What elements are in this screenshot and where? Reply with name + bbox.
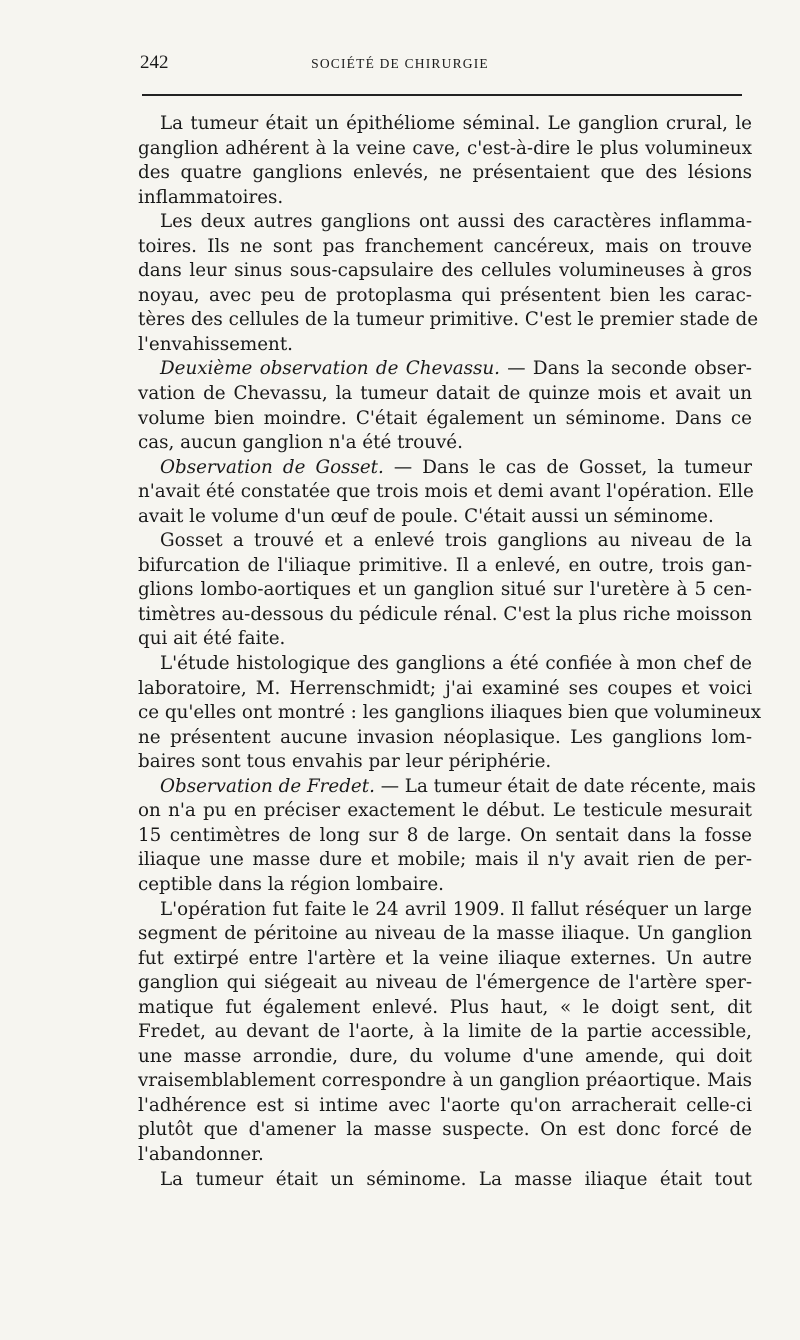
line-text: — La tumeur était de date récente, mais [374, 775, 756, 797]
line-text: ceptible dans la région lombaire. [138, 873, 444, 895]
text-line [138, 333, 752, 358]
text-line [138, 554, 752, 579]
text-line [138, 112, 752, 137]
line-text: on n'a pu en préciser exactement le début. Le testicule mesurait [138, 800, 752, 822]
line-text: vation de Chevassu, la tumeur datait de quinze mois et avait un [138, 383, 752, 405]
text-line [138, 1143, 752, 1168]
text-line [138, 529, 752, 554]
text-line [138, 186, 752, 211]
line-text: noyau, avec peu de protoplasma qui présentent bien les carac- [138, 284, 752, 306]
text-line [138, 898, 752, 923]
text-line [138, 259, 752, 284]
text-line [138, 1045, 752, 1070]
text-line [138, 922, 752, 947]
observation-heading: Observation de Gosset. [160, 456, 384, 478]
line-text: l'adhérence est si intime avec l'aorte qu'on arracherait celle-ci [138, 1094, 752, 1116]
text-line [138, 1094, 752, 1119]
text-line [138, 382, 752, 407]
line-text: ce qu'elles ont montré : les ganglions iliaques bien que volumineux [138, 702, 762, 724]
text-line [138, 701, 762, 726]
line-text: inflammatoires. [138, 186, 284, 208]
line-text: vraisemblablement correspondre à un ganglion préaortique. Mais [138, 1070, 752, 1092]
running-title: SOCIÉTÉ DE CHIRURGIE [311, 56, 489, 71]
text-line [138, 971, 752, 996]
body-text [138, 112, 762, 1192]
line-text: matique fut également enlevé. Plus haut, « le doigt sent, dit [138, 996, 752, 1018]
text-line [138, 775, 756, 800]
text-line [138, 996, 752, 1021]
line-text: laboratoire, M. Herrenschmidt; j'ai examiné ses coupes et voici [138, 677, 752, 699]
text-line [138, 1168, 752, 1193]
text-line [138, 848, 752, 873]
line-text: L'opération fut faite le 24 avril 1909. Il fallut réséquer un large [160, 898, 752, 920]
line-text: ganglion qui siégeait au niveau de l'émergence de l'artère sper- [138, 972, 752, 994]
page-number: 242 [140, 52, 169, 73]
line-text: ne présentent aucune invasion néoplasique. Les ganglions lom- [138, 726, 752, 748]
line-text: fut extirpé entre l'artère et la veine iliaque externes. Un autre [138, 947, 752, 969]
line-text: timètres au-dessous du pédicule rénal. C'est la plus riche moisson [138, 603, 752, 625]
text-line [138, 1118, 752, 1143]
line-text: volume bien moindre. C'était également un séminome. Dans ce [138, 407, 752, 429]
text-line [138, 308, 759, 333]
text-line [138, 431, 752, 456]
line-text: La tumeur était un séminome. La masse iliaque était tout [160, 1168, 752, 1190]
line-text: cas, aucun ganglion n'a été trouvé. [138, 432, 463, 454]
observation-heading: Deuxième observation de Chevassu. [160, 358, 500, 380]
line-text: glions lombo-aortiques et un ganglion situé sur l'uretère à 5 cen- [138, 579, 752, 601]
line-text: segment de péritoine au niveau de la masse iliaque. Un ganglion [138, 923, 752, 945]
text-line [138, 1020, 752, 1045]
text-line [138, 284, 752, 309]
text-line [138, 677, 752, 702]
text-line [138, 137, 752, 162]
text-line [138, 235, 752, 260]
line-text: dans leur sinus sous-capsulaire des cellules volumineuses à gros [138, 260, 752, 282]
text-line [138, 161, 752, 186]
text-line [138, 210, 752, 235]
line-text: des quatre ganglions enlevés, ne présentaient que des lésions [138, 162, 752, 184]
line-text: une masse arrondie, dure, du volume d'une amende, qui doit [138, 1045, 752, 1067]
text-line [138, 873, 752, 898]
line-text: 15 centimètres de long sur 8 de large. On sentait dans la fosse [138, 824, 752, 846]
text-line [138, 947, 752, 972]
text-line [138, 750, 752, 775]
line-text: Gosset a trouvé et a enlevé trois ganglions au niveau de la [160, 530, 752, 552]
text-line [138, 726, 752, 751]
line-text: qui ait été faite. [138, 628, 286, 650]
line-text: n'avait été constatée que trois mois et demi avant l'opération. Elle [138, 481, 754, 503]
line-text: Fredet, au devant de l'aorte, à la limite de la partie accessible, [138, 1021, 752, 1043]
line-text: La tumeur était un épithéliome séminal. Le ganglion crural, le [160, 113, 752, 134]
text-line [138, 824, 752, 849]
line-text: l'abandonner. [138, 1143, 264, 1165]
line-text: bifurcation de l'iliaque primitive. Il a enlevé, en outre, trois gan- [138, 554, 752, 576]
line-text: toires. Ils ne sont pas franchement cancéreux, mais on trouve [138, 235, 752, 257]
line-text: l'envahissement. [138, 333, 293, 355]
text-line [138, 652, 752, 677]
line-text: iliaque une masse dure et mobile; mais il n'y avait rien de per- [138, 849, 752, 871]
line-text: — Dans le cas de Gosset, la tumeur [383, 456, 752, 478]
header-rule [142, 94, 742, 96]
text-line [138, 578, 752, 603]
text-line [138, 627, 752, 652]
observation-heading: Observation de Fredet. [160, 775, 375, 797]
line-text: tères des cellules de la tumeur primitive. C'est le premier stade de [138, 309, 759, 331]
line-text: plutôt que d'amener la masse suspecte. On est donc forcé de [138, 1119, 752, 1141]
line-text: baires sont tous envahis par leur périphérie. [138, 751, 552, 773]
text-line [138, 357, 752, 382]
text-line [138, 505, 752, 530]
text-line [138, 456, 752, 481]
text-line [138, 603, 752, 628]
text-line [138, 407, 752, 432]
line-text: Les deux autres ganglions ont aussi des caractères inflamma- [160, 211, 752, 233]
line-text: ganglion adhérent à la veine cave, c'est-à-dire le plus volumineux [138, 137, 752, 159]
text-line [138, 799, 752, 824]
line-text: avait le volume d'un œuf de poule. C'était aussi un séminome. [138, 505, 714, 527]
line-text: L'étude histologique des ganglions a été confiée à mon chef de [160, 653, 752, 675]
text-line [138, 480, 752, 505]
text-line [138, 1069, 752, 1094]
line-text: — Dans la seconde obser- [499, 358, 752, 380]
